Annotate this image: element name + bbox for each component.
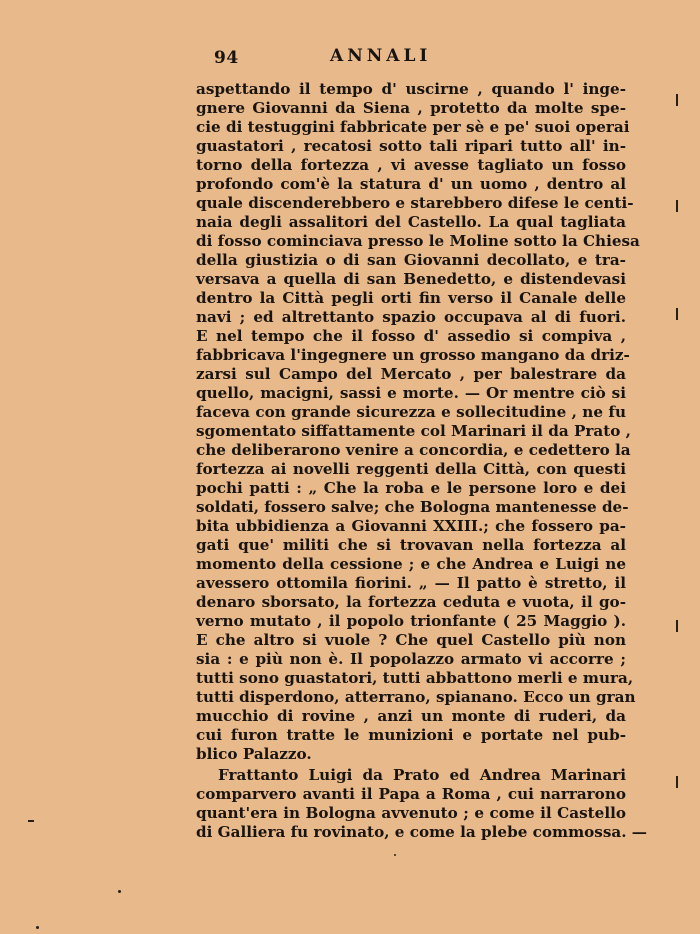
- margin-mark: [676, 200, 678, 212]
- text-line: E che altro si vuole ? Che quel Castello più non: [196, 631, 626, 649]
- text-line: fabbricava l'ingegnere un grosso mangano da driz-: [196, 346, 630, 364]
- margin-mark: [676, 94, 678, 106]
- text-line: versava a quella di san Benedetto, e distendevasi: [196, 270, 626, 288]
- text-line: guastatori , recatosi sotto tali ripari tutto all' in-: [196, 137, 626, 155]
- text-line: quale discenderebbero e starebbero difese le centi-: [196, 194, 634, 212]
- text-line: che deliberarono venire a concordia, e cedettero la: [196, 441, 631, 459]
- text-line: avessero ottomila fiorini. „ — Il patto è stretto, il: [196, 574, 626, 592]
- text-line: gnere Giovanni da Siena , protetto da molte spe-: [196, 99, 626, 117]
- paragraph-1: [196, 80, 640, 764]
- text-line: tutti sono guastatori, tutti abbattono merli e mura,: [196, 669, 634, 687]
- text-line: faceva con grande sicurezza e sollecitudine , ne fu: [196, 403, 626, 421]
- ink-speck: [394, 854, 396, 856]
- text-line: aspettando il tempo d' uscirne , quando l' inge-: [196, 80, 626, 98]
- ink-speck: [118, 890, 121, 893]
- text-line: comparvero avanti il Papa a Roma , cui narrarono: [196, 785, 626, 803]
- page-number: 94: [214, 48, 239, 68]
- text-line: quant'era in Bologna avvenuto ; e come il Castello: [196, 804, 626, 822]
- text-line: cui furon tratte le munizioni e portate nel pub-: [196, 726, 626, 744]
- text-line: navi ; ed altrettanto spazio occupava al di fuori.: [196, 308, 626, 326]
- margin-mark: [676, 308, 678, 320]
- text-line: di fosso cominciava presso le Moline sotto la Chiesa: [196, 232, 640, 250]
- text-line: tutti disperdono, atterrano, spianano. Ecco un gran: [196, 688, 636, 706]
- text-line: bita ubbidienza a Giovanni XXIII.; che fossero pa-: [196, 517, 626, 535]
- text-line: soldati, fossero salve; che Bologna mantenesse de-: [196, 498, 629, 516]
- text-line: gati que' militi che si trovavan nella fortezza al: [196, 536, 626, 554]
- text-line: quello, macigni, sassi e morte. — Or mentre ciò si: [196, 384, 626, 402]
- text-line: pochi patti : „ Che la roba e le persone loro e dei: [196, 479, 626, 497]
- text-line: dentro la Città pegli orti fin verso il Canale delle: [196, 289, 626, 307]
- text-line: verno mutato , il popolo trionfante ( 25 Maggio ).: [196, 612, 626, 630]
- text-line: naia degli assalitori del Castello. La qual tagliata: [196, 213, 626, 231]
- text-line: sgomentato siffattamente col Marinari il da Prato ,: [196, 422, 631, 440]
- paragraph-2: [196, 766, 647, 842]
- ink-speck: [36, 926, 39, 929]
- body-text: [196, 80, 647, 842]
- text-line: torno della fortezza , vi avesse tagliato un fosso: [196, 156, 626, 174]
- text-line: fortezza ai novelli reggenti della Città, con questi: [196, 460, 626, 478]
- text-line: sia : e più non è. Il popolazzo armato vi accorre ;: [196, 650, 626, 668]
- text-line: denaro sborsato, la fortezza ceduta e vuota, il go-: [196, 593, 626, 611]
- text-line: momento della cessione ; e che Andrea e Luigi ne: [196, 555, 626, 573]
- text-line: zarsi sul Campo del Mercato , per balestrare da: [196, 365, 626, 383]
- margin-mark: [28, 820, 34, 822]
- margin-mark: [676, 620, 678, 632]
- page-header: [0, 44, 700, 72]
- running-title: ANNALI: [330, 46, 432, 66]
- text-line: della giustizia o di san Giovanni decollato, e tra-: [196, 251, 626, 269]
- text-line: mucchio di rovine , anzi un monte di ruderi, da: [196, 707, 626, 725]
- text-line: di Galliera fu rovinato, e come la plebe commossa. —: [196, 823, 647, 841]
- text-line: profondo com'è la statura d' un uomo , dentro al: [196, 175, 626, 193]
- text-line: cie di testuggini fabbricate per sè e pe' suoi operai: [196, 118, 630, 136]
- text-line: blico Palazzo.: [196, 745, 312, 763]
- text-line: Frattanto Luigi da Prato ed Andrea Marinari: [218, 766, 626, 784]
- text-line: E nel tempo che il fosso d' assedio si compiva ,: [196, 327, 626, 345]
- margin-mark: [676, 776, 678, 788]
